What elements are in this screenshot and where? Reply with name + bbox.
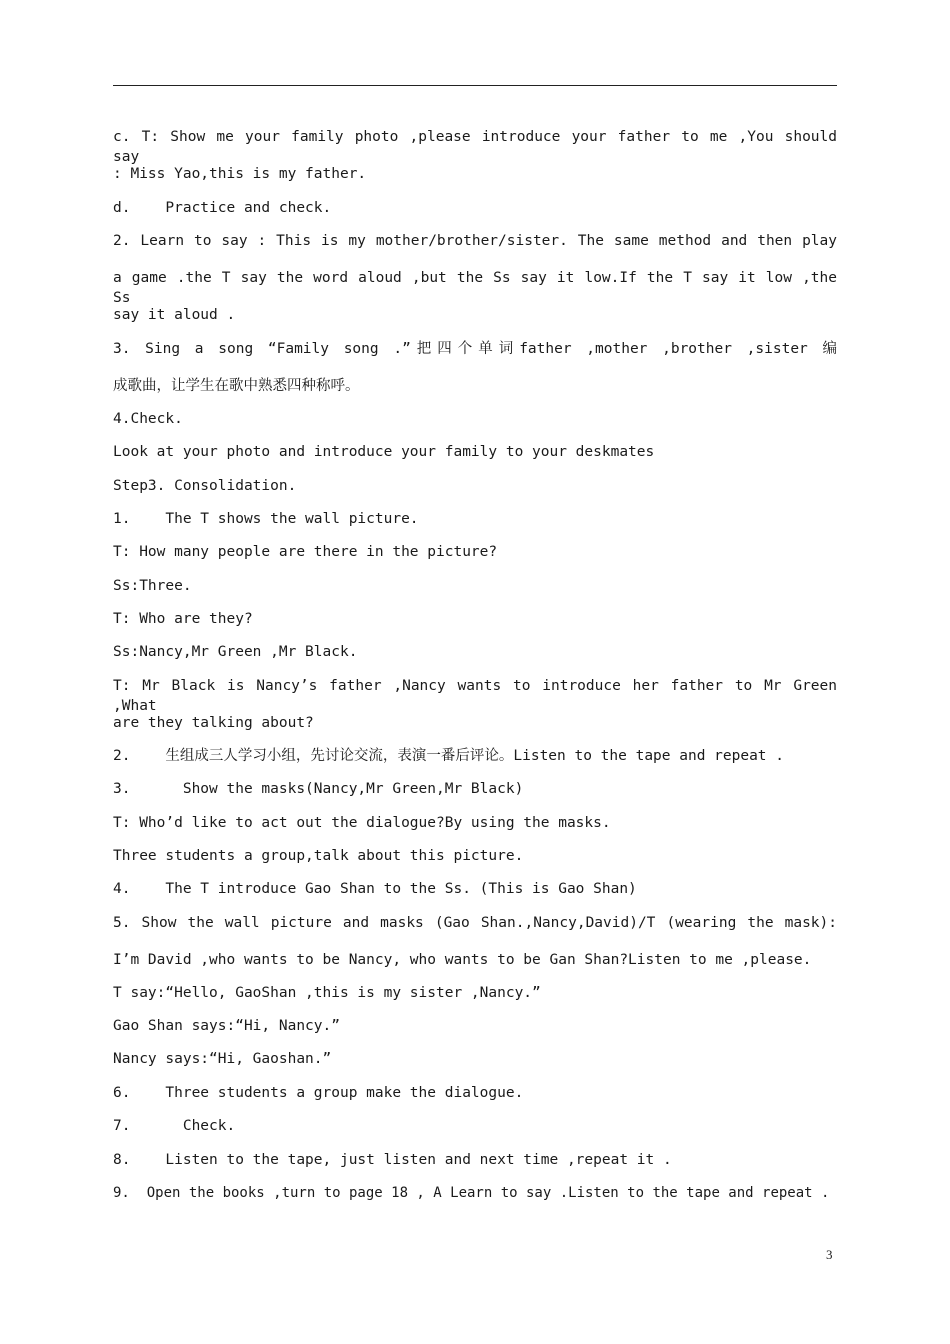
text-line: Ss:Nancy,Mr Green ,Mr Black. [113, 644, 358, 660]
text-line: 6. Three students a group make the dialogue. [113, 1085, 524, 1101]
text-line: Three students a group,talk about this picture. [113, 848, 524, 864]
text-line: say it aloud . [113, 307, 236, 323]
text-line: d. Practice and check. [113, 200, 332, 216]
text-line: a game .the T say the word aloud ,but the Ss say it low.If the T say it low ,the Ss [113, 270, 837, 306]
page-number: 3 [826, 1247, 833, 1262]
text-line: 9. Open the books ,turn to page 18 , A Learn to say .Listen to the tape and repeat . [113, 1185, 830, 1201]
text-line: are they talking about? [113, 715, 314, 731]
text-line: Gao Shan says:“Hi, Nancy.” [113, 1018, 340, 1034]
text-line: 4. The T introduce Gao Shan to the Ss. (This is Gao Shan) [113, 881, 637, 897]
text-line: : Miss Yao,this is my father. [113, 166, 367, 182]
text-line: Look at your photo and introduce your family to your deskmates [113, 444, 655, 460]
text-line: 7. Check. [113, 1118, 236, 1134]
text-line: T: Who’d like to act out the dialogue?By using the masks. [113, 815, 611, 831]
section-heading: Step3. Consolidation. [113, 478, 297, 494]
text-line: T: Who are they? [113, 611, 253, 627]
text-line: T say:“Hello, GaoShan ,this is my sister ,Nancy.” [113, 985, 541, 1001]
text-line: 5. Show the wall picture and masks (Gao Shan.,Nancy,David)/T (wearing the mask): [113, 915, 837, 931]
text-line: I’m David ,who wants to be Nancy, who wants to be Gan Shan?Listen to me ,please. [113, 952, 812, 968]
text-line: c. T: Show me your family photo ,please introduce your father to me ,You should say [113, 129, 837, 165]
text-line: Nancy says:“Hi, Gaoshan.” [113, 1051, 332, 1067]
header-rule [113, 85, 837, 86]
text-line: Ss:Three. [113, 578, 192, 594]
text-line: 3. Show the masks(Nancy,Mr Green,Mr Black) [113, 781, 524, 797]
text-line: 8. Listen to the tape, just listen and next time ,repeat it . [113, 1152, 672, 1168]
text-line: T: Mr Black is Nancy’s father ,Nancy wants to introduce her father to Mr Green ,What [113, 678, 837, 714]
text-line: 4.Check. [113, 411, 183, 427]
text-line: T: How many people are there in the picture? [113, 544, 498, 560]
text-line: 3. Sing a song “Family song .”把四个单词father ,mother ,brother ,sister 编 [113, 341, 837, 357]
text-line: 2. 生组成三人学习小组，先讨论交流，表演一番后评论。Listen to the tape and repeat . [113, 748, 784, 764]
text-line: 2. Learn to say : This is my mother/brother/sister. The same method and then play [113, 233, 837, 249]
text-line: 成歌曲，让学生在歌中熟悉四种称呼。 [113, 378, 360, 394]
text-line: 1. The T shows the wall picture. [113, 511, 419, 527]
